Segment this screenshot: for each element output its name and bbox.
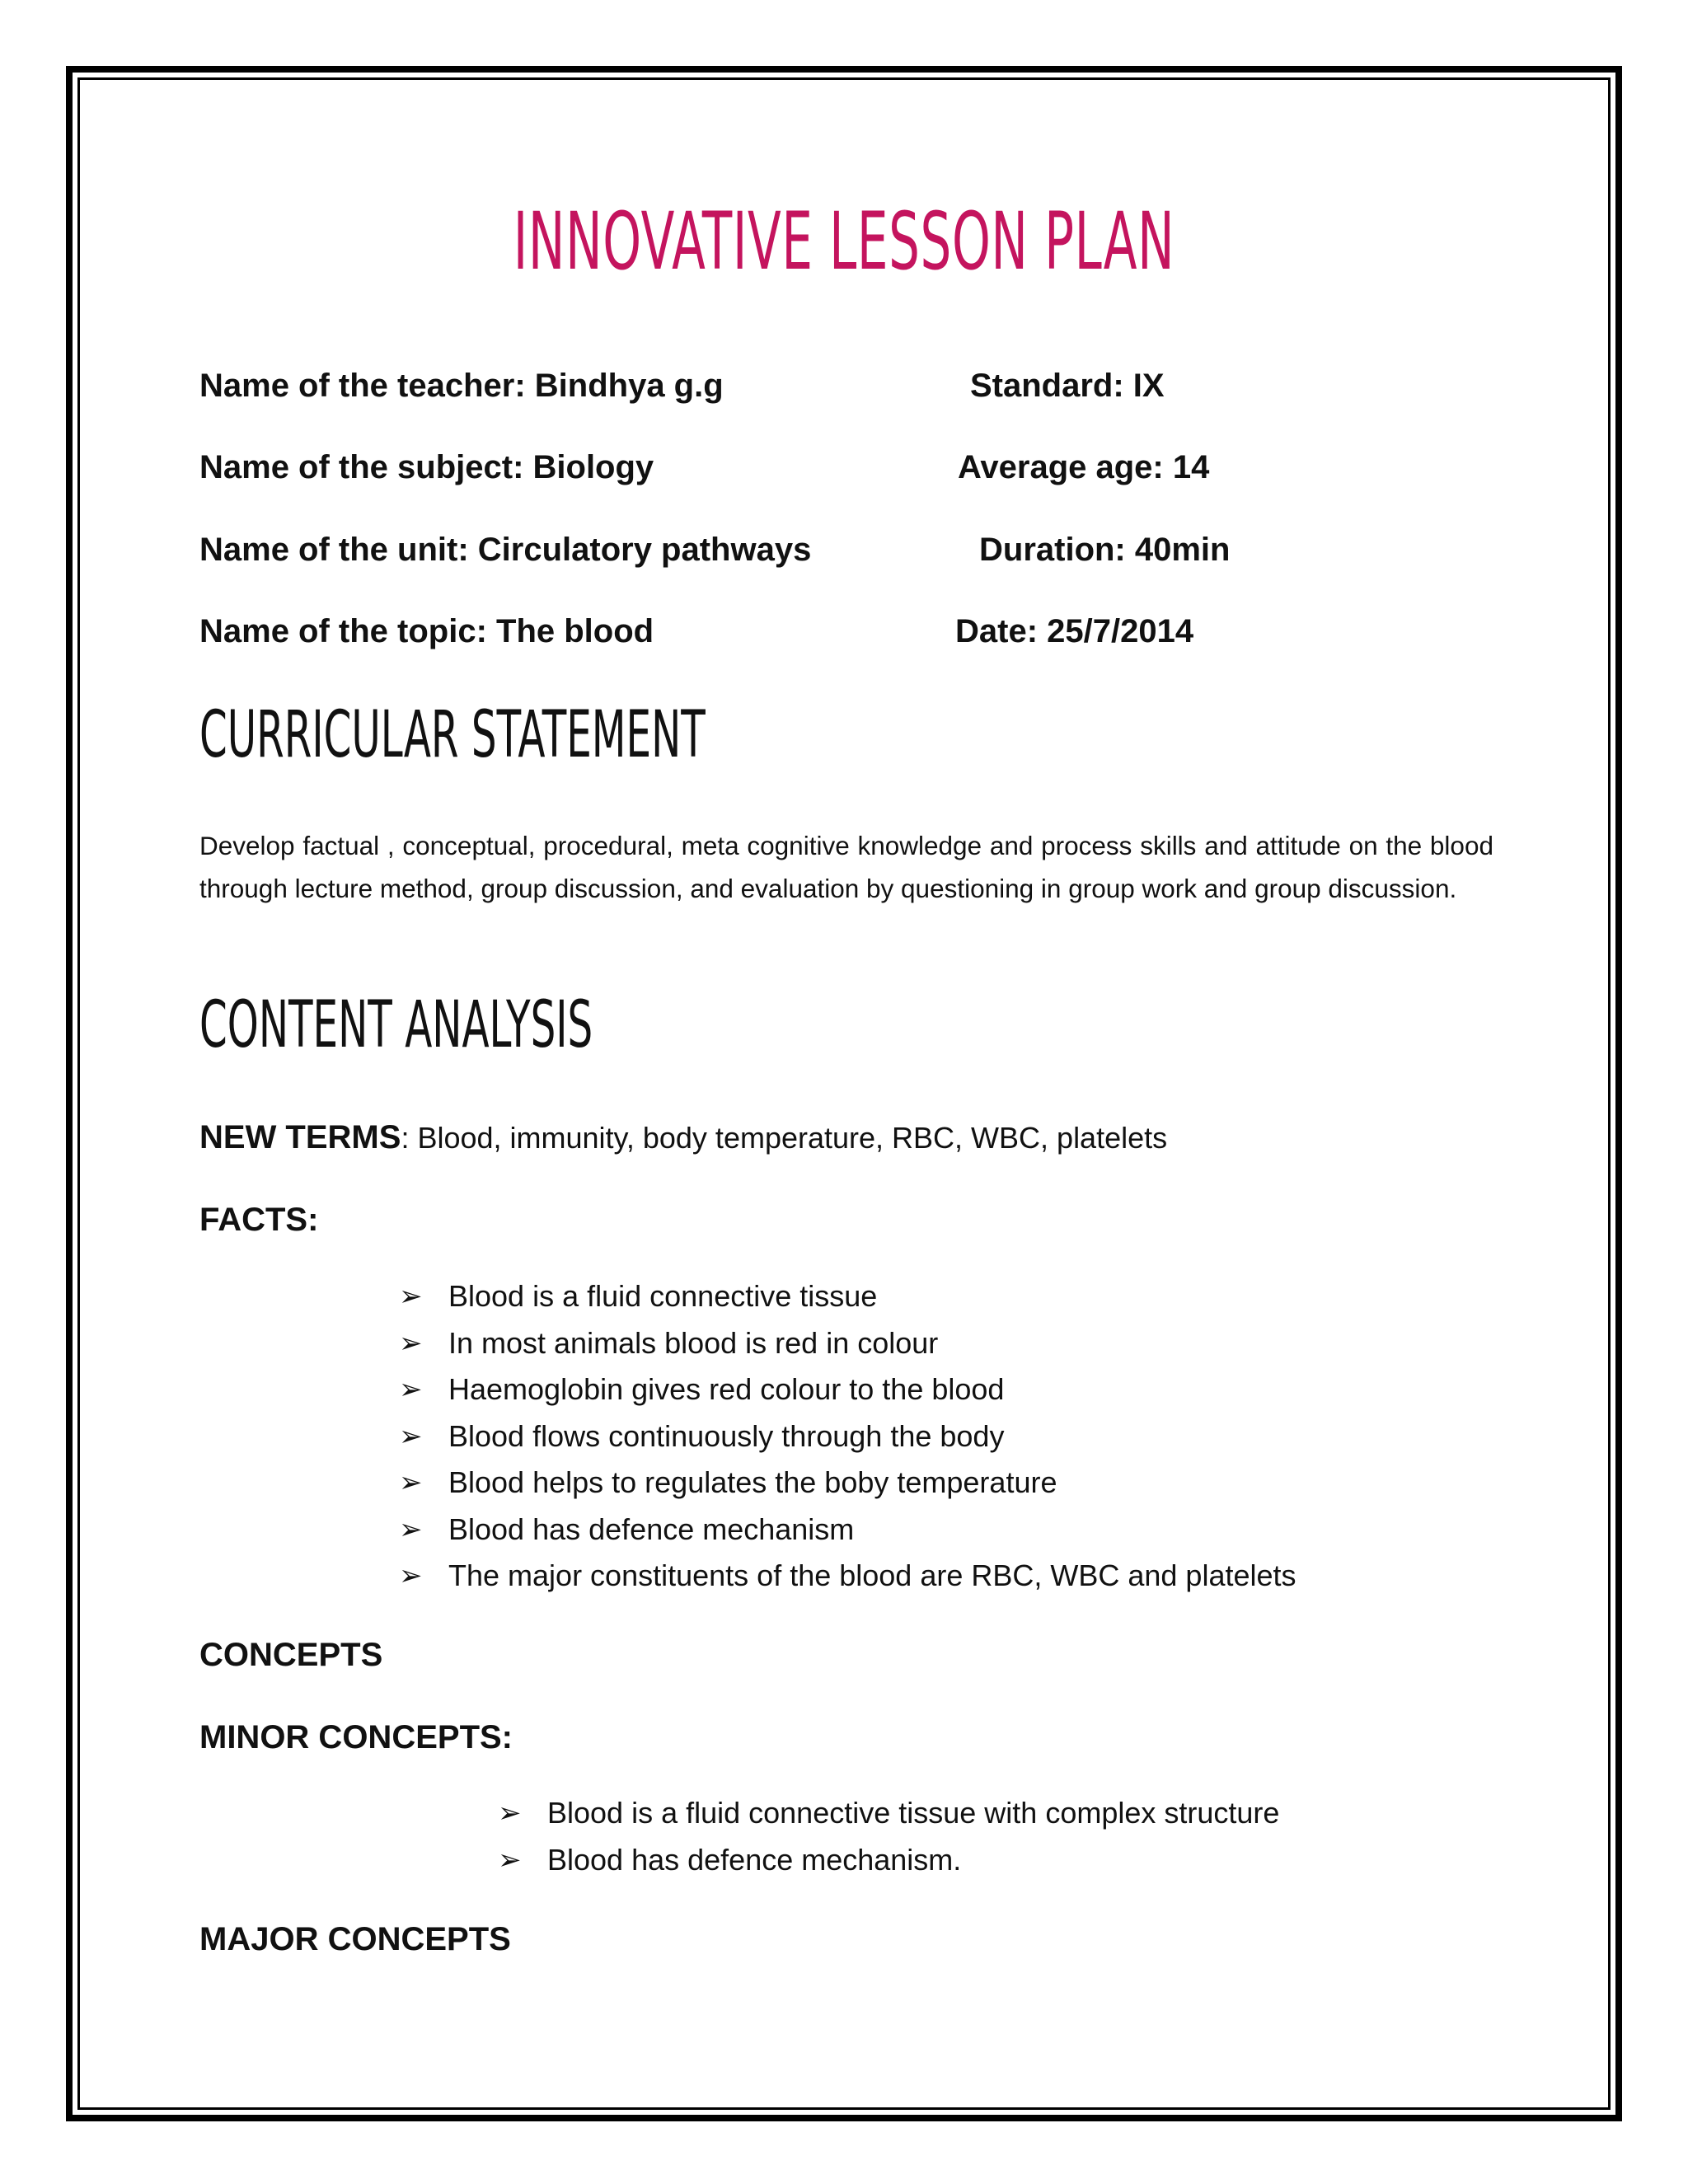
page-title: INNOVATIVE LESSON PLAN xyxy=(513,195,1175,288)
unit-name: Name of the unit: Circulatory pathways xyxy=(199,532,812,568)
arrow-bullet-icon: ➢ xyxy=(399,1467,423,1498)
list-item-text: Blood is a fluid connective tissue xyxy=(448,1279,878,1313)
curricular-statement-heading: CURRICULAR STATEMENT xyxy=(199,698,706,772)
arrow-bullet-icon: ➢ xyxy=(399,1513,423,1545)
arrow-bullet-icon: ➢ xyxy=(399,1560,423,1591)
list-item-text: Blood has defence mechanism. xyxy=(547,1842,962,1877)
list-item-text: Blood flows continuously through the body xyxy=(448,1418,1005,1453)
concepts-label: CONCEPTS xyxy=(199,1637,383,1673)
list-item-text: Blood has defence mechanism xyxy=(448,1511,855,1546)
list-item-text: The major constituents of the blood are RBC, WBC and platelets xyxy=(448,1558,1296,1592)
arrow-bullet-icon: ➢ xyxy=(399,1420,423,1452)
new-terms-text: : Blood, immunity, body temperature, RBC, WBC, platelets xyxy=(401,1121,1168,1155)
subject-name: Name of the subject: Biology xyxy=(199,449,654,485)
arrow-bullet-icon: ➢ xyxy=(399,1374,423,1405)
arrow-bullet-icon: ➢ xyxy=(498,1797,522,1829)
list-item-text: Blood is a fluid connective tissue with complex structure xyxy=(547,1796,1280,1830)
new-terms-label: NEW TERMS xyxy=(199,1119,401,1155)
date: Date: 25/7/2014 xyxy=(955,613,1194,649)
major-concepts-label: MAJOR CONCEPTS xyxy=(199,1921,511,1957)
list-item-text: Haemoglobin gives red colour to the blood xyxy=(448,1372,1005,1406)
standard: Standard: IX xyxy=(970,368,1165,404)
minor-concepts-label: MINOR CONCEPTS: xyxy=(199,1719,513,1755)
arrow-bullet-icon: ➢ xyxy=(399,1281,423,1312)
list-item-text: Blood helps to regulates the boby temperature xyxy=(448,1465,1057,1499)
duration: Duration: 40min xyxy=(979,532,1231,568)
facts-label: FACTS: xyxy=(199,1202,319,1238)
list-item-text: In most animals blood is red in colour xyxy=(448,1325,939,1360)
arrow-bullet-icon: ➢ xyxy=(498,1844,522,1876)
average-age: Average age: 14 xyxy=(958,449,1210,485)
topic-name: Name of the topic: The blood xyxy=(199,613,654,649)
curricular-statement-text: Develop factual , conceptual, procedural, meta cognitive knowledge and process skills and attitude on the blood through lecture method, group discussion, and evaluation by questioning in group work and group discussion. xyxy=(199,831,1493,903)
arrow-bullet-icon: ➢ xyxy=(399,1327,423,1359)
new-terms xyxy=(199,1121,1167,1154)
content-analysis-heading: CONTENT ANALYSIS xyxy=(199,988,593,1062)
teacher-name: Name of the teacher: Bindhya g.g xyxy=(199,368,724,404)
